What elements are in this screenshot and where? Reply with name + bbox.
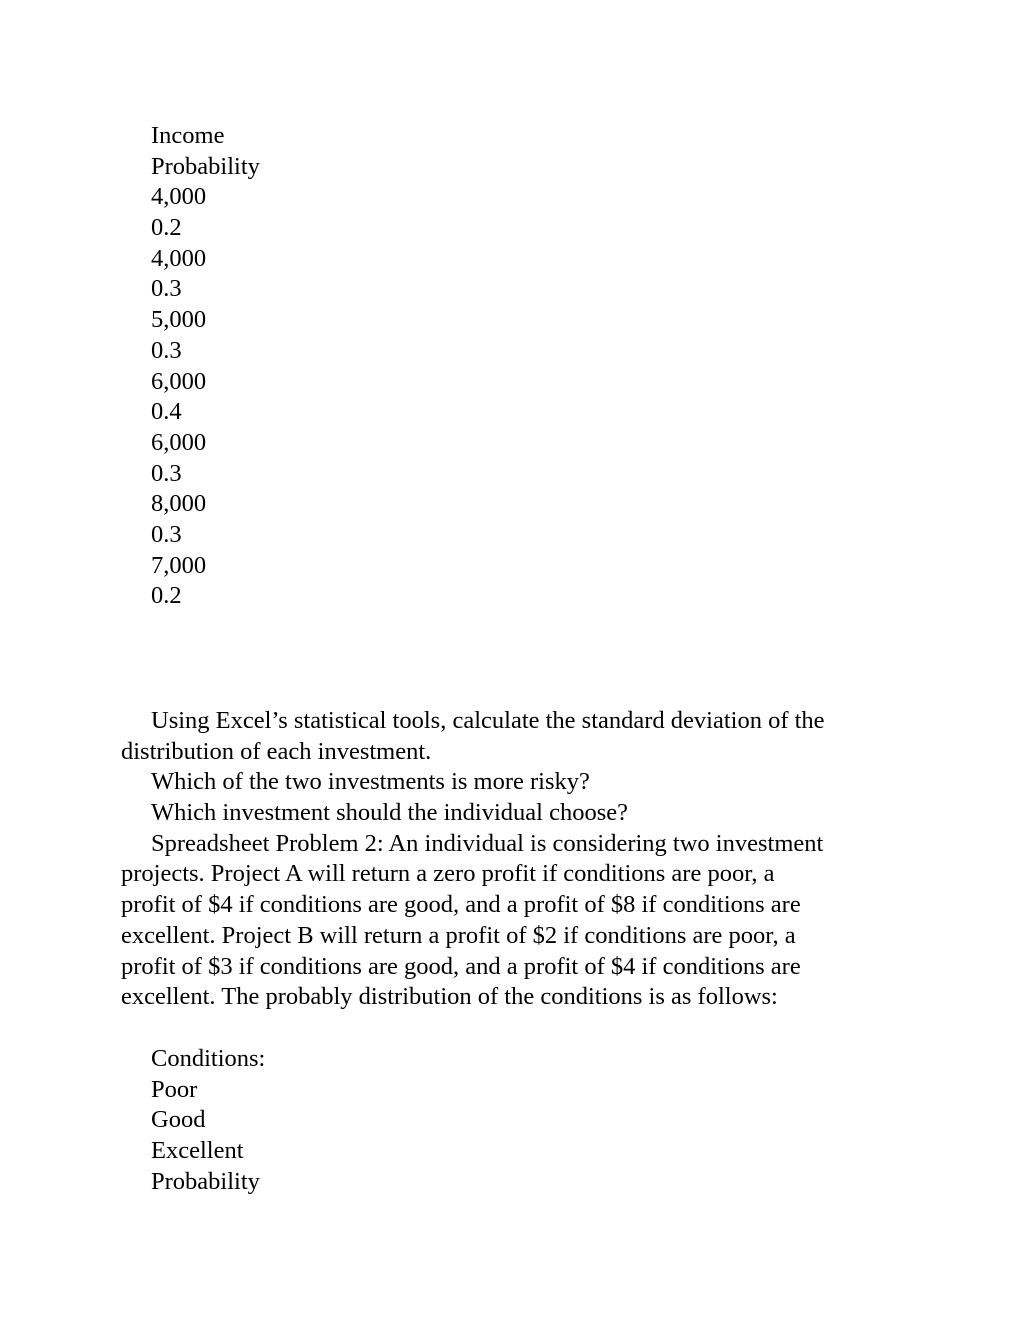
question-which-investment: Which investment should the individual choose?: [151, 799, 628, 827]
question-std-dev-line-1: Using Excel’s statistical tools, calculate the standard deviation of the: [151, 707, 825, 734]
question-std-dev-line-2: distribution of each investment.: [121, 737, 432, 765]
problem-text-line: excellent. The probably distribution of the conditions is as follows:: [121, 983, 778, 1011]
table-cell: 8,000: [151, 490, 207, 518]
income-probability-table: [121, 121, 901, 612]
problem-text-line: projects. Project A will return a zero profit if conditions are poor, a: [121, 860, 775, 888]
condition-item: Excellent: [151, 1137, 244, 1165]
table-cell: 0.3: [151, 459, 182, 487]
table-cell: 5,000: [151, 306, 207, 334]
conditions-section: [121, 1044, 901, 1197]
income-header: Income: [151, 122, 225, 149]
table-cell: 0.2: [151, 582, 182, 610]
problem-text-line: profit of $4 if conditions are good, and a profit of $8 if conditions are: [121, 891, 801, 919]
table-cell: 0.3: [151, 520, 182, 548]
table-cell: 6,000: [151, 428, 207, 456]
problem-text-line: Spreadsheet Problem 2: An individual is considering two investment: [151, 829, 824, 857]
table-cell: 6,000: [151, 367, 207, 395]
probability-header: Probability: [151, 152, 260, 180]
table-cell: 4,000: [151, 183, 207, 211]
conditions-heading: Conditions:: [151, 1045, 266, 1072]
problem-text-line: profit of $3 if conditions are good, and a profit of $4 if conditions are: [121, 952, 801, 980]
table-cell: 0.3: [151, 275, 182, 303]
table-cell: 4,000: [151, 244, 207, 272]
condition-item: Good: [151, 1106, 206, 1134]
problem-text-line: excellent. Project B will return a profit of $2 if conditions are poor, a: [121, 921, 796, 949]
conditions-probability-label: Probability: [151, 1167, 260, 1195]
question-more-risky: Which of the two investments is more risky?: [151, 768, 590, 796]
table-cell: 7,000: [151, 551, 207, 579]
condition-item: Poor: [151, 1075, 198, 1103]
table-cell: 0.4: [151, 398, 182, 426]
questions-section: [121, 706, 901, 1013]
table-cell: 0.3: [151, 336, 182, 364]
table-cell: 0.2: [151, 214, 182, 242]
